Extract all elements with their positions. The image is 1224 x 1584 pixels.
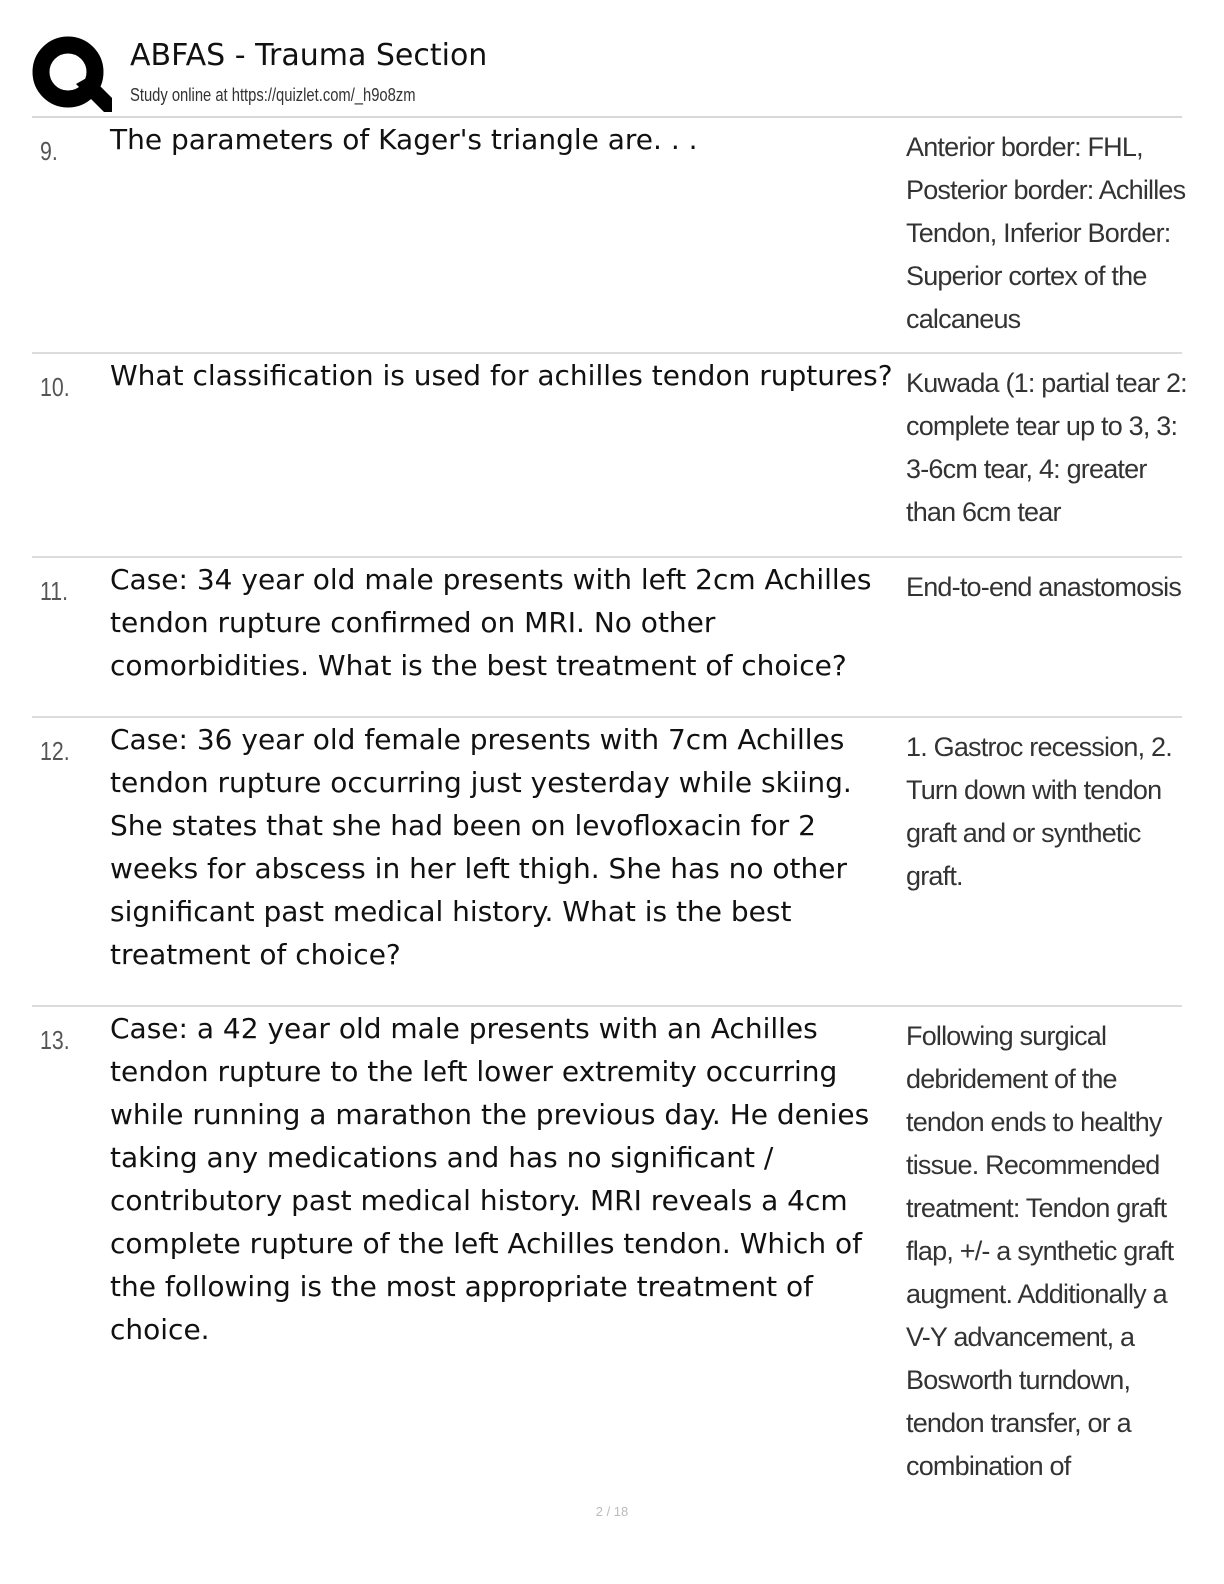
card-number: 10.	[40, 372, 70, 402]
card-number: 12.	[40, 736, 70, 766]
card-definition: Following surgical debridement of the tendon ends to healthy tissue. Recommended treatment: Tendon graft flap, +/- a synthetic graft augment. Additionally a V-Y advancement, a Bosworth turndown, tendon transfer, or a combination of	[906, 1021, 1174, 1481]
card-term: Case: 36 year old female presents with 7cm Achilles tendon rupture occurring just yesterday while skiing. She states that she had been on levofloxacin for 2 weeks for abscess in her left thigh. She has no other significant past medical history. What is the best treatment of choice?	[110, 723, 852, 971]
page-number: 2 / 18	[595, 1504, 629, 1519]
card-definition: Kuwada (1: partial tear 2: complete tear up to 3, 3: 3-6cm tear, 4: greater than 6cm tear	[906, 368, 1187, 527]
flashcard-list	[32, 118, 1187, 1481]
flashcard	[32, 1007, 1182, 1481]
flashcard	[32, 558, 1182, 718]
card-number: 9.	[40, 136, 58, 166]
study-online-link[interactable]: Study online at https://quizlet.com/_h9o8zm	[130, 85, 416, 105]
card-term: The parameters of Kager's triangle are. . .	[110, 123, 698, 156]
card-definition: Anterior border: FHL, Posterior border: Achilles Tendon, Inferior Border: Superior cortex of the calcaneus	[906, 132, 1186, 334]
card-term: What classification is used for achilles tendon ruptures?	[110, 359, 893, 392]
card-number: 11.	[40, 576, 69, 606]
flashcard	[32, 718, 1182, 1007]
deck-title: ABFAS - Trauma Section	[130, 38, 488, 73]
quizlet-logo-icon	[32, 34, 112, 114]
flashcard	[32, 118, 1186, 354]
card-definition: End-to-end anastomosis	[906, 572, 1182, 602]
card-term: Case: 34 year old male presents with left 2cm Achilles tendon rupture confirmed on MRI. No other comorbidities. What is the best treatment of choice?	[110, 563, 872, 682]
card-term: Case: a 42 year old male presents with an Achilles tendon rupture to the left lower extremity occurring while running a marathon the previous day. He denies taking any medications and has no significant / contributory past medical history. MRI reveals a 4cm complete rupture of the left Achilles tendon. Which of the following is the most appropriate treatment of choice.	[110, 1012, 870, 1346]
card-number: 13.	[40, 1025, 70, 1055]
page-header	[32, 34, 1182, 118]
card-definition: 1. Gastroc recession, 2. Turn down with tendon graft and or synthetic graft.	[906, 732, 1172, 891]
flashcard	[32, 354, 1187, 558]
